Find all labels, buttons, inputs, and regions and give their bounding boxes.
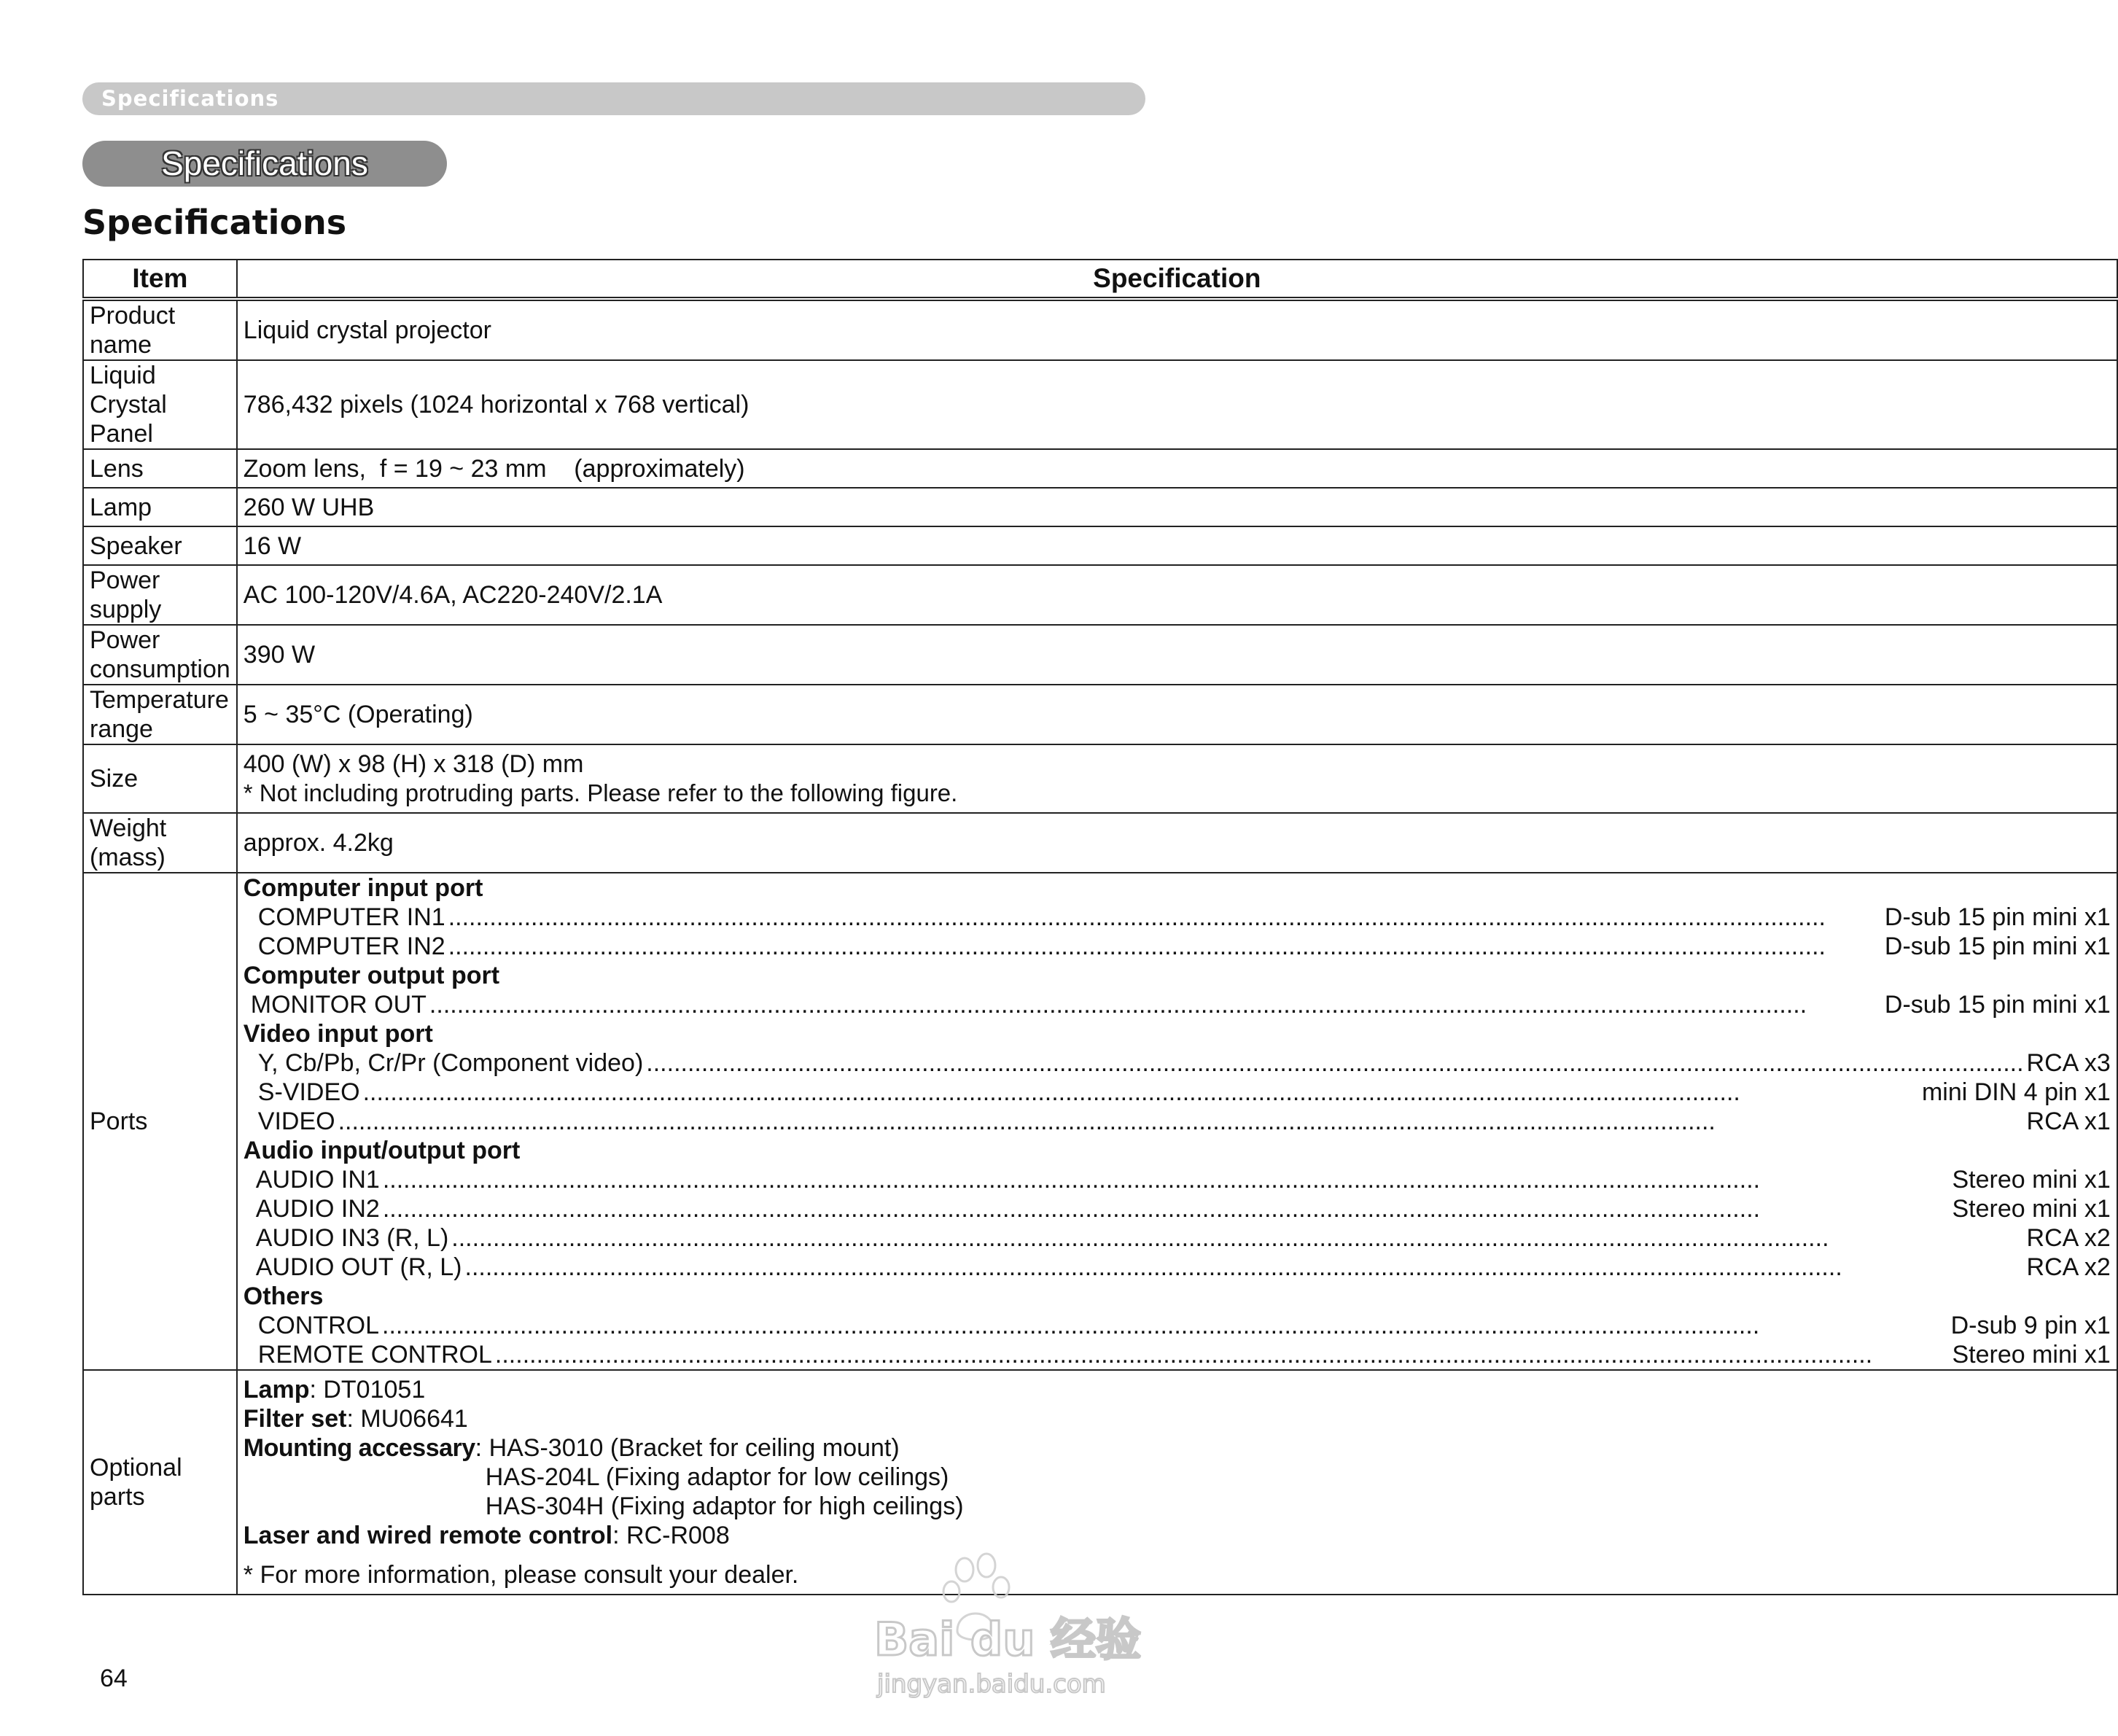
port-value: RCA x2 bbox=[2026, 1253, 2111, 1281]
dot-leader bbox=[429, 990, 1882, 1019]
dot-leader bbox=[382, 1311, 1948, 1340]
table-row bbox=[83, 526, 2117, 565]
port-line bbox=[244, 932, 2111, 961]
port-line bbox=[244, 990, 2111, 1019]
dot-leader bbox=[363, 1078, 1919, 1107]
port-line bbox=[244, 1223, 2111, 1253]
page-number: 64 bbox=[100, 1665, 128, 1692]
port-line bbox=[244, 1253, 2111, 1282]
table-row-size bbox=[83, 744, 2117, 813]
item-cell: Lens bbox=[83, 449, 237, 488]
port-value: RCA x3 bbox=[2026, 1049, 2111, 1077]
item-cell: Lamp bbox=[83, 488, 237, 526]
port-value: D-sub 15 pin mini x1 bbox=[1884, 991, 2111, 1019]
port-group-title: Computer output port bbox=[243, 962, 500, 989]
dot-leader bbox=[448, 903, 1882, 932]
table-row bbox=[83, 449, 2117, 488]
dot-leader bbox=[495, 1340, 1950, 1369]
paw-toe bbox=[956, 1558, 973, 1581]
optional-mount bbox=[244, 1433, 2111, 1463]
port-value: D-sub 15 pin mini x1 bbox=[1884, 933, 2111, 960]
item-cell: Liquid Crystal Panel bbox=[83, 360, 237, 449]
port-name: MONITOR OUT bbox=[250, 991, 427, 1019]
spec-cell: AC 100-120V/4.6A, AC220-240V/2.1A bbox=[237, 565, 2117, 625]
watermark-brand-text: Bai du 经验 bbox=[874, 1613, 1142, 1666]
port-value: D-sub 9 pin x1 bbox=[1950, 1312, 2111, 1339]
port-value: Stereo mini x1 bbox=[1952, 1195, 2111, 1223]
port-line bbox=[244, 903, 2111, 932]
table-row bbox=[83, 360, 2117, 449]
table-row bbox=[83, 813, 2117, 873]
table-row bbox=[83, 299, 2117, 360]
dot-leader bbox=[448, 932, 1882, 961]
spec-cell: 16 W bbox=[237, 526, 2117, 565]
optional-filter bbox=[244, 1404, 2111, 1433]
spec-cell: Zoom lens, f = 19 ~ 23 mm (approximately) bbox=[237, 449, 2117, 488]
port-group-title: Computer input port bbox=[243, 874, 483, 902]
spec-cell: 786,432 pixels (1024 horizontal x 768 vertical) bbox=[237, 360, 2117, 449]
table-row bbox=[83, 488, 2117, 526]
table-row bbox=[83, 625, 2117, 685]
optional-spec-cell bbox=[237, 1370, 2117, 1595]
port-group-title: Video input port bbox=[243, 1020, 433, 1048]
optional-lamp-label: Lamp bbox=[243, 1376, 310, 1404]
optional-mount-label: Mounting accessary bbox=[243, 1434, 475, 1462]
item-cell: Speaker bbox=[83, 526, 237, 565]
port-line bbox=[244, 1340, 2111, 1369]
dot-leader bbox=[383, 1165, 1950, 1194]
baidu-watermark-logo bbox=[871, 1549, 1148, 1702]
port-group-title: Others bbox=[243, 1282, 324, 1310]
section-title-pill: Specifications bbox=[82, 141, 447, 187]
optional-note: * For more information, please consult your dealer. bbox=[243, 1561, 799, 1589]
dot-leader bbox=[338, 1107, 2024, 1136]
item-cell: Weight (mass) bbox=[83, 813, 237, 873]
port-name: Y, Cb/Pb, Cr/Pr (Component video) bbox=[257, 1049, 644, 1077]
table-row bbox=[83, 685, 2117, 744]
port-value: RCA x2 bbox=[2026, 1224, 2111, 1252]
size-value: 400 (W) x 98 (H) x 318 (D) mm bbox=[243, 750, 584, 778]
port-line bbox=[244, 1048, 2111, 1078]
item-cell: Size bbox=[83, 744, 237, 813]
optional-mount-value-2: HAS-204L (Fixing adaptor for low ceilings) bbox=[485, 1463, 949, 1491]
port-line bbox=[244, 1107, 2111, 1136]
port-value: D-sub 15 pin mini x1 bbox=[1884, 903, 2111, 931]
item-cell: Optional parts bbox=[83, 1370, 237, 1595]
spec-cell: approx. 4.2kg bbox=[237, 813, 2117, 873]
header-bar: Specifications bbox=[82, 82, 1145, 115]
port-group bbox=[244, 873, 2111, 961]
table-row bbox=[83, 565, 2117, 625]
dot-leader bbox=[383, 1194, 1950, 1223]
port-group-title: Audio input/output port bbox=[243, 1137, 521, 1164]
optional-filter-label: Filter set bbox=[243, 1405, 347, 1433]
port-value: mini DIN 4 pin x1 bbox=[1921, 1078, 2111, 1106]
ports-spec-cell bbox=[237, 873, 2117, 1370]
paw-toe bbox=[993, 1577, 1009, 1597]
port-group bbox=[244, 961, 2111, 1019]
dot-leader bbox=[465, 1253, 2024, 1282]
item-cell: Power consumption bbox=[83, 625, 237, 685]
port-name: CONTROL bbox=[257, 1312, 380, 1339]
paw-toe bbox=[978, 1554, 995, 1577]
optional-filter-value: : MU06641 bbox=[346, 1405, 468, 1433]
port-group bbox=[244, 1282, 2111, 1369]
item-cell: Product name bbox=[83, 299, 237, 360]
page-heading: Specifications bbox=[82, 203, 347, 242]
spec-cell bbox=[237, 744, 2117, 813]
optional-remote-label: Laser and wired remote control bbox=[243, 1522, 613, 1549]
port-name: AUDIO IN2 bbox=[255, 1195, 380, 1223]
port-name: COMPUTER IN2 bbox=[257, 933, 445, 960]
item-cell: Temperature range bbox=[83, 685, 237, 744]
column-header-item: Item bbox=[83, 260, 237, 299]
table-header-row bbox=[83, 260, 2117, 299]
dot-leader bbox=[646, 1048, 2023, 1078]
optional-lamp bbox=[244, 1375, 2111, 1404]
item-cell: Power supply bbox=[83, 565, 237, 625]
spec-cell: 390 W bbox=[237, 625, 2117, 685]
optional-remote bbox=[244, 1521, 2111, 1550]
port-group bbox=[244, 1136, 2111, 1282]
size-note: * Not including protruding parts. Please refer to the following figure. bbox=[243, 779, 958, 806]
port-name: VIDEO bbox=[257, 1108, 335, 1135]
port-group bbox=[244, 1019, 2111, 1136]
optional-mount-value: : HAS-3010 (Bracket for ceiling mount) bbox=[475, 1434, 900, 1462]
port-name: AUDIO OUT (R, L) bbox=[255, 1253, 462, 1281]
port-line bbox=[244, 1194, 2111, 1223]
port-value: Stereo mini x1 bbox=[1952, 1166, 2111, 1194]
port-name: COMPUTER IN1 bbox=[257, 903, 445, 931]
spec-cell: 5 ~ 35°C (Operating) bbox=[237, 685, 2117, 744]
port-name: S-VIDEO bbox=[257, 1078, 360, 1106]
item-cell: Ports bbox=[83, 873, 237, 1370]
table-row-ports bbox=[83, 873, 2117, 1370]
watermark-url-text: jingyan.baidu.com bbox=[877, 1670, 1106, 1699]
optional-lamp-value: : DT01051 bbox=[309, 1376, 426, 1404]
optional-mount-value-3: HAS-304H (Fixing adaptor for high ceilings) bbox=[485, 1492, 964, 1520]
column-header-specification: Specification bbox=[237, 260, 2117, 299]
port-name: AUDIO IN1 bbox=[255, 1166, 380, 1194]
specifications-table bbox=[82, 259, 2118, 1595]
spec-cell: Liquid crystal projector bbox=[237, 299, 2117, 360]
dot-leader bbox=[451, 1223, 2023, 1253]
port-value: RCA x1 bbox=[2026, 1108, 2111, 1135]
port-name: REMOTE CONTROL bbox=[257, 1341, 492, 1369]
port-line bbox=[244, 1311, 2111, 1340]
port-name: AUDIO IN3 (R, L) bbox=[255, 1224, 449, 1252]
optional-remote-value: : RC-R008 bbox=[612, 1522, 730, 1549]
port-value: Stereo mini x1 bbox=[1952, 1341, 2111, 1369]
spec-cell: 260 W UHB bbox=[237, 488, 2117, 526]
paw-toe bbox=[943, 1581, 959, 1602]
port-line bbox=[244, 1078, 2111, 1107]
port-line bbox=[244, 1165, 2111, 1194]
